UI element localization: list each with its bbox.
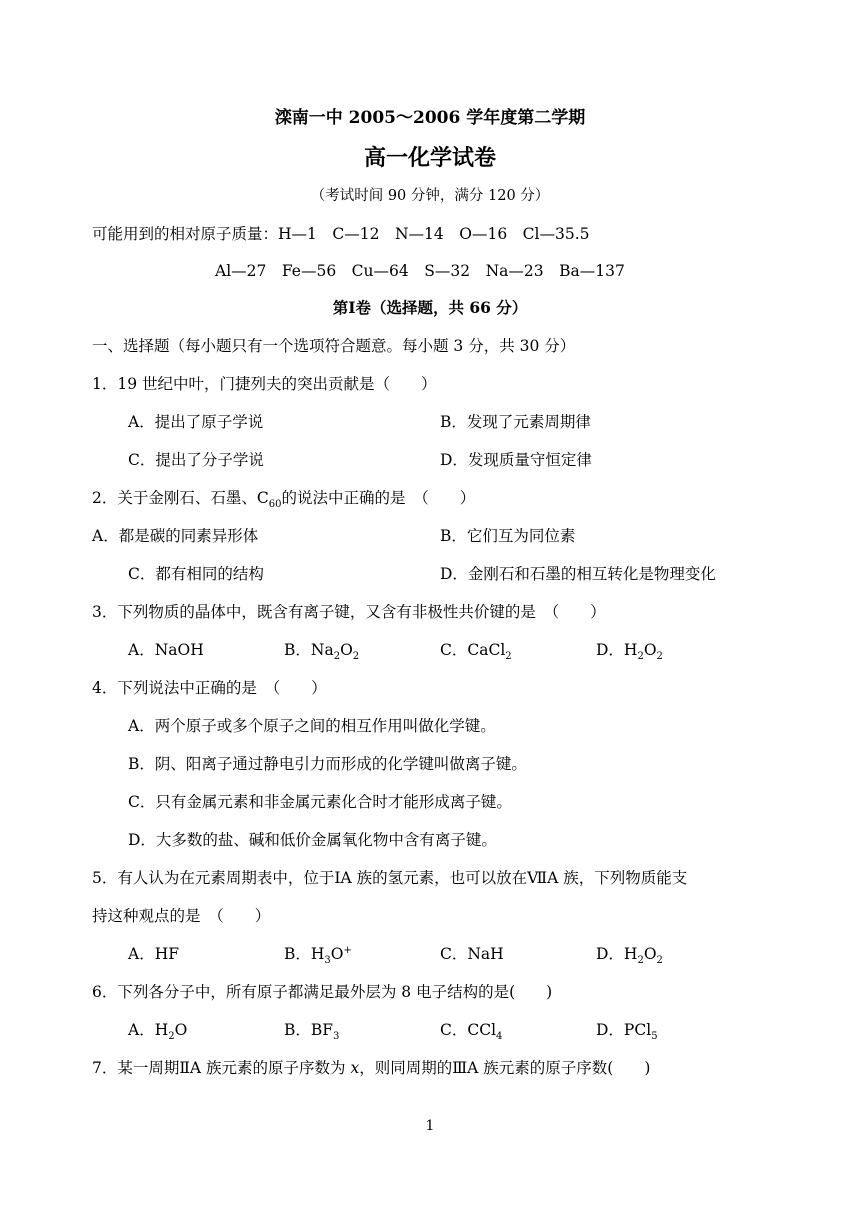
question-6-option-d — [596, 1020, 658, 1043]
q3d-sub-2: 2 — [656, 651, 663, 663]
question-3-option-b — [284, 640, 360, 663]
q3c-text: C．CaCl — [440, 641, 506, 659]
q3d-sub-1: 2 — [637, 651, 644, 663]
question-2-stem-post: 的说法中正确的是 （ ） — [281, 489, 476, 507]
exam-title: 高一化学试卷 — [363, 145, 496, 171]
q5b-mid: O — [330, 945, 344, 963]
q7-stem-post: ，则同周期的ⅢA 族元素的原子序数( ) — [359, 1059, 651, 1077]
q6b-sub-1: 3 — [333, 1031, 340, 1043]
q5b-sub-1: 3 — [324, 955, 331, 967]
q5b-text: B．H — [284, 945, 325, 963]
exam-info: （考试时间 90 分钟，满分 120 分） — [310, 188, 550, 204]
atomic-mass-line-1: 可能用到的相对原子质量：H—1 C—12 N—14 O—16 Cl—35.5 — [92, 225, 590, 243]
q3b-sub-1: 2 — [333, 651, 341, 663]
atomic-mass-line-2: Al—27 Fe—56 Cu—64 S—32 Na—23 Ba—137 — [215, 262, 625, 280]
q3b-sub-2: 2 — [352, 651, 360, 663]
question-5-stem-line-1: 5．有人认为在元素周期表中，位于ⅠA 族的氢元素，也可以放在ⅦA 族，下列物质能支 — [92, 869, 688, 887]
question-6-option-a — [128, 1020, 188, 1043]
q5b-sup: + — [343, 944, 352, 956]
question-3-option-a: A．NaOH — [128, 641, 204, 659]
question-3-stem: 3．下列物质的晶体中，既含有离子键，又含有非极性共价键的是 （ ） — [92, 603, 606, 621]
q6a-text: A．H — [128, 1021, 169, 1039]
question-2-stem-pre: 2．关于金刚石、石墨、C — [92, 489, 269, 507]
question-5-stem-line-2: 持这种观点的是 （ ） — [92, 907, 271, 925]
q6a-sub-1: 2 — [168, 1031, 175, 1043]
question-2-stem — [92, 488, 476, 511]
q5d-sub-2: 2 — [656, 955, 663, 967]
question-5-option-c: C．NaH — [440, 945, 504, 963]
question-4-option-a: A．两个原子或多个原子之间的相互作用叫做化学键。 — [128, 717, 496, 735]
question-7-stem — [92, 1058, 650, 1078]
q3b-mid: O — [340, 641, 353, 659]
q3c-sub-1: 2 — [505, 651, 512, 663]
part1-title: 第Ⅰ卷（选择题，共 66 分） — [332, 298, 528, 317]
question-4-option-c: C．只有金属元素和非金属元素化合时才能形成离子键。 — [128, 793, 512, 811]
q7-stem-pre: 7．某一周期ⅡA 族元素的原子序数为 — [92, 1059, 351, 1077]
q3d-mid: O — [643, 641, 657, 659]
question-1-option-b: B．发现了元素周期律 — [440, 413, 591, 431]
question-3-option-c — [440, 640, 512, 663]
q5d-sub-1: 2 — [637, 955, 644, 967]
school-term-heading: 滦南一中 2005～2006 学年度第二学期 — [274, 108, 586, 128]
q5d-text: D．H — [596, 945, 638, 963]
question-1-option-c: C．提出了分子学说 — [128, 451, 264, 469]
question-5-option-b — [284, 944, 352, 967]
question-6-option-b — [284, 1020, 340, 1043]
question-2-stem-sub: 60 — [268, 499, 282, 511]
q3d-text: D．H — [596, 641, 638, 659]
question-4-stem: 4．下列说法中正确的是 （ ） — [92, 679, 327, 697]
question-1-option-a: A．提出了原子学说 — [128, 413, 264, 431]
question-1-option-d: D．发现质量守恒定律 — [440, 451, 592, 469]
question-5-option-a: A．HF — [128, 945, 179, 963]
page-number: 1 — [425, 1118, 435, 1134]
question-2-option-d: D．金刚石和石墨的相互转化是物理变化 — [440, 565, 716, 583]
question-6-stem: 6．下列各分子中，所有原子都满足最外层为 8 电子结构的是( ) — [92, 983, 553, 1001]
q6b-text: B．BF — [284, 1021, 334, 1039]
q6c-sub-1: 4 — [496, 1031, 503, 1043]
section1-title: 一、选择题（每小题只有一个选项符合题意。每小题 3 分，共 30 分） — [92, 337, 576, 355]
question-6-option-c — [440, 1020, 503, 1043]
q6d-text: D．PCl — [596, 1021, 652, 1039]
q6c-text: C．CCl — [440, 1021, 497, 1039]
question-2-option-c: C．都有相同的结构 — [128, 565, 264, 583]
question-1-stem: 1．19 世纪中叶，门捷列夫的突出贡献是（ ） — [92, 375, 437, 393]
question-4-option-b: B．阴、阳离子通过静电引力而形成的化学键叫做离子键。 — [128, 755, 527, 773]
q5d-mid: O — [643, 945, 657, 963]
q6d-sub-1: 5 — [651, 1031, 658, 1043]
q6a-mid: O — [174, 1021, 188, 1039]
q7-variable-x: x — [350, 1059, 360, 1077]
question-4-option-d: D．大多数的盐、碱和低价金属氧化物中含有离子键。 — [128, 831, 497, 849]
question-3-option-d — [596, 640, 663, 663]
question-2-option-a: A．都是碳的同素异形体 — [92, 527, 259, 545]
question-2-option-b: B．它们互为同位素 — [440, 527, 576, 545]
q3b-text: B．Na — [284, 641, 334, 659]
question-5-option-d — [596, 944, 663, 967]
